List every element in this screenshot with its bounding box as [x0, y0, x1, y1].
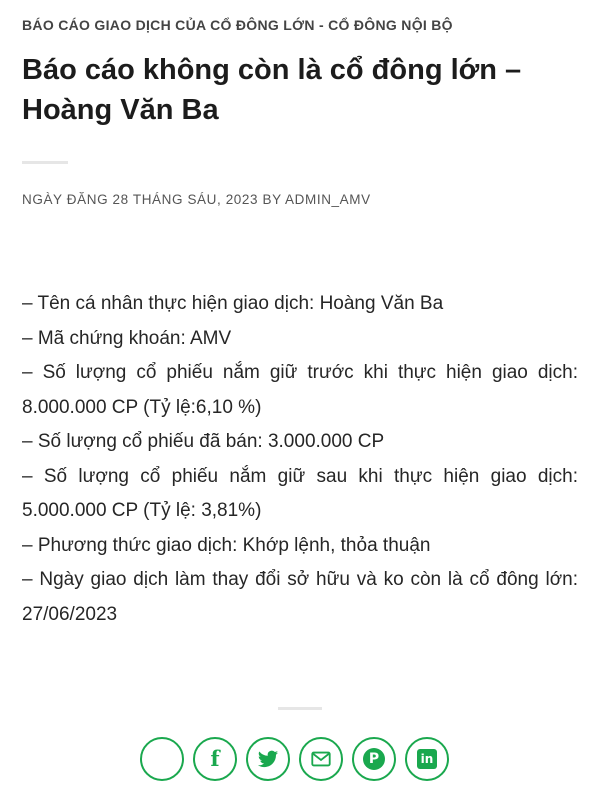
pinterest-icon	[363, 748, 385, 770]
post-meta: NGÀY ĐĂNG 28 THÁNG SÁU, 2023 BY ADMIN_AMV	[22, 192, 371, 207]
content-line: – Số lượng cổ phiếu đã bán: 3.000.000 CP	[22, 431, 385, 452]
linkedin-share-button[interactable]	[405, 737, 449, 781]
title-divider	[22, 161, 68, 164]
share-icon	[151, 748, 173, 770]
linkedin-icon	[416, 748, 438, 770]
pinterest-glyph: P	[363, 748, 385, 770]
pinterest-share-button[interactable]	[352, 737, 396, 781]
content-line: – Số lượng cổ phiếu nắm giữ trước khi thực hiện giao dịch: 8.000.000 CP (Tỷ lệ:6,10 %)	[22, 362, 578, 418]
content-line: – Ngày giao dịch làm thay đổi sở hữu và ko còn là cổ đông lớn: 27/06/2023	[22, 569, 578, 625]
share-button[interactable]	[140, 737, 184, 781]
content-line: – Số lượng cổ phiếu nắm giữ sau khi thực hiện giao dịch: 5.000.000 CP (Tỷ lệ: 3,81%)	[22, 465, 578, 521]
post-category[interactable]: BÁO CÁO GIAO DỊCH CỦA CỔ ĐÔNG LỚN - CỔ ĐÔNG NỘI BỘ	[22, 17, 453, 33]
email-share-button[interactable]	[299, 737, 343, 781]
twitter-icon	[257, 748, 279, 770]
share-divider	[278, 707, 322, 710]
twitter-share-button[interactable]	[246, 737, 290, 781]
content-line: – Mã chứng khoán: AMV	[22, 327, 232, 349]
post-title: Báo cáo không còn là cổ đông lớn – Hoàng Văn Ba	[22, 54, 522, 126]
linkedin-glyph: in	[417, 749, 437, 769]
content-line: – Tên cá nhân thực hiện giao dịch: Hoàng Văn Ba	[22, 293, 444, 314]
share-bar	[140, 737, 449, 781]
email-icon	[310, 748, 332, 770]
post-content	[22, 287, 578, 632]
content-line: – Phương thức giao dịch: Khớp lệnh, thỏa thuận	[22, 534, 431, 556]
facebook-share-button[interactable]	[193, 737, 237, 781]
facebook-icon: f	[210, 746, 220, 771]
